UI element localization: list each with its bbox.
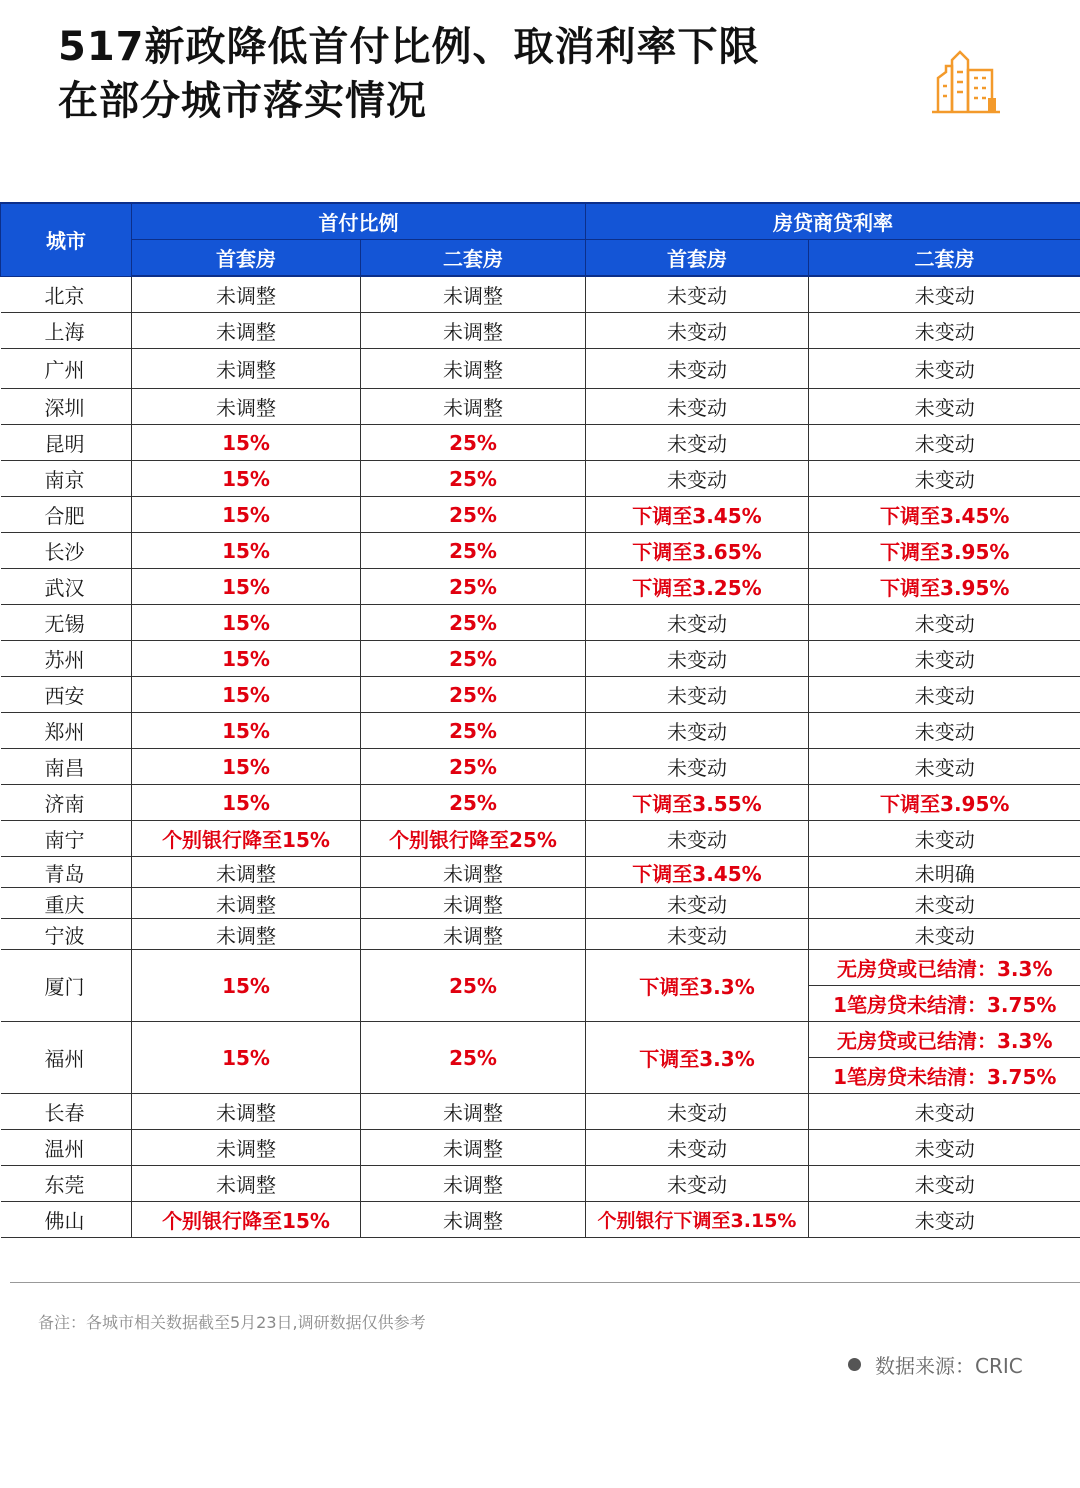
rate-second-cell: 下调至3.45% <box>809 497 1080 533</box>
dp-first-cell: 未调整 <box>132 857 361 888</box>
rate-first-cell: 下调至3.45% <box>586 857 809 888</box>
dp-first-cell: 个别银行降至15% <box>132 821 361 857</box>
rate-second-cell: 未变动 <box>809 821 1080 857</box>
rate-first-cell: 未变动 <box>586 641 809 677</box>
dp-second-cell: 25% <box>361 713 586 749</box>
city-cell: 西安 <box>1 677 132 713</box>
dp-second-cell: 25% <box>361 785 586 821</box>
dp-second-cell: 25% <box>361 425 586 461</box>
rate-first-cell: 未变动 <box>586 276 809 313</box>
rate-second-cell: 未变动 <box>809 1130 1080 1166</box>
dp-second-cell: 25% <box>361 749 586 785</box>
dp-second-cell: 25% <box>361 1022 586 1094</box>
rate-first-cell: 未变动 <box>586 461 809 497</box>
dp-first-cell: 15% <box>132 425 361 461</box>
city-cell: 长春 <box>1 1094 132 1130</box>
rate-first-cell: 未变动 <box>586 821 809 857</box>
dp-second-cell: 未调整 <box>361 349 586 389</box>
dp-second-cell: 25% <box>361 533 586 569</box>
title-line-1: 517新政降低首付比例、取消利率下限 <box>58 24 760 70</box>
city-cell: 郑州 <box>1 713 132 749</box>
rate-first-cell: 未变动 <box>586 713 809 749</box>
table-row <box>1 1202 1080 1238</box>
table-row <box>1 1166 1080 1202</box>
dp-second-cell: 25% <box>361 605 586 641</box>
table-row <box>1 785 1080 821</box>
dp-second-cell: 未调整 <box>361 313 586 349</box>
table-row <box>1 276 1080 313</box>
rate-first-cell: 未变动 <box>586 313 809 349</box>
rate-second-cell: 未变动 <box>809 1094 1080 1130</box>
city-cell: 宁波 <box>1 919 132 950</box>
table-row <box>1 569 1080 605</box>
rate-second-cell-a: 无房贷或已结清：3.3% <box>809 950 1080 986</box>
city-cell: 北京 <box>1 276 132 313</box>
city-cell: 南昌 <box>1 749 132 785</box>
table-row <box>1 425 1080 461</box>
bullet-dot-icon <box>848 1358 861 1371</box>
dp-second-cell: 未调整 <box>361 1202 586 1238</box>
table-row <box>1 919 1080 950</box>
rate-first-cell: 下调至3.65% <box>586 533 809 569</box>
rate-second-cell: 未变动 <box>809 389 1080 425</box>
rate-first-cell: 未变动 <box>586 677 809 713</box>
dp-second-cell: 未调整 <box>361 276 586 313</box>
rate-first-cell: 未变动 <box>586 888 809 919</box>
divider <box>10 1282 1080 1283</box>
rate-first-cell: 下调至3.25% <box>586 569 809 605</box>
rate-second-cell: 未变动 <box>809 461 1080 497</box>
table-row <box>1 713 1080 749</box>
dp-second-cell: 未调整 <box>361 919 586 950</box>
table-row <box>1 1094 1080 1130</box>
rate-first-cell: 下调至3.55% <box>586 785 809 821</box>
table-row <box>1 605 1080 641</box>
rate-first-cell: 未变动 <box>586 919 809 950</box>
rate-first-cell: 未变动 <box>586 605 809 641</box>
dp-first-cell: 15% <box>132 713 361 749</box>
city-cell: 上海 <box>1 313 132 349</box>
dp-first-cell: 未调整 <box>132 919 361 950</box>
dp-first-cell: 15% <box>132 641 361 677</box>
dp-second-cell: 25% <box>361 641 586 677</box>
dp-first-cell: 15% <box>132 497 361 533</box>
dp-first-cell: 15% <box>132 785 361 821</box>
dp-second-cell: 个别银行降至25% <box>361 821 586 857</box>
rate-second-cell: 未变动 <box>809 677 1080 713</box>
city-cell: 合肥 <box>1 497 132 533</box>
dp-second-cell: 未调整 <box>361 1166 586 1202</box>
header-rate-first-home: 首套房 <box>586 240 809 277</box>
dp-second-cell: 未调整 <box>361 1130 586 1166</box>
rate-second-cell-a: 无房贷或已结清：3.3% <box>809 1022 1080 1058</box>
data-source <box>848 1350 1023 1379</box>
policy-table <box>0 202 1080 1238</box>
dp-second-cell: 未调整 <box>361 1094 586 1130</box>
table-row <box>1 749 1080 785</box>
rate-first-cell: 未变动 <box>586 1166 809 1202</box>
city-cell: 苏州 <box>1 641 132 677</box>
dp-first-cell: 15% <box>132 605 361 641</box>
dp-first-cell: 未调整 <box>132 389 361 425</box>
dp-first-cell: 15% <box>132 533 361 569</box>
city-cell: 长沙 <box>1 533 132 569</box>
rate-first-cell: 未变动 <box>586 425 809 461</box>
dp-first-cell: 未调整 <box>132 313 361 349</box>
city-cell: 南宁 <box>1 821 132 857</box>
city-cell: 无锡 <box>1 605 132 641</box>
city-cell: 温州 <box>1 1130 132 1166</box>
dp-second-cell: 25% <box>361 497 586 533</box>
city-cell: 厦门 <box>1 950 132 1022</box>
city-cell: 福州 <box>1 1022 132 1094</box>
rate-first-cell: 未变动 <box>586 389 809 425</box>
dp-first-cell: 15% <box>132 461 361 497</box>
city-cell: 昆明 <box>1 425 132 461</box>
dp-first-cell: 未调整 <box>132 1130 361 1166</box>
dp-first-cell: 未调整 <box>132 1166 361 1202</box>
dp-first-cell: 个别银行降至15% <box>132 1202 361 1238</box>
title-line-2: 在部分城市落实情况 <box>58 78 427 124</box>
table-row <box>1 349 1080 389</box>
dp-first-cell: 15% <box>132 677 361 713</box>
rate-second-cell: 未变动 <box>809 713 1080 749</box>
dp-second-cell: 未调整 <box>361 389 586 425</box>
rate-second-cell: 下调至3.95% <box>809 533 1080 569</box>
dp-first-cell: 未调整 <box>132 276 361 313</box>
rate-first-cell: 未变动 <box>586 749 809 785</box>
rate-second-cell: 未变动 <box>809 605 1080 641</box>
rate-second-cell: 未变动 <box>809 919 1080 950</box>
rate-second-cell: 未变动 <box>809 349 1080 389</box>
rate-second-cell: 未变动 <box>809 888 1080 919</box>
header-dp-first-home: 首套房 <box>132 240 361 277</box>
dp-second-cell: 25% <box>361 677 586 713</box>
table-row <box>1 857 1080 888</box>
dp-first-cell: 未调整 <box>132 349 361 389</box>
dp-first-cell: 15% <box>132 569 361 605</box>
rate-second-cell: 未变动 <box>809 1202 1080 1238</box>
table-row <box>1 677 1080 713</box>
rate-second-cell: 未变动 <box>809 425 1080 461</box>
rate-first-cell: 未变动 <box>586 1094 809 1130</box>
dp-first-cell: 15% <box>132 1022 361 1094</box>
dp-second-cell: 25% <box>361 569 586 605</box>
rate-second-cell: 未变动 <box>809 641 1080 677</box>
city-cell: 武汉 <box>1 569 132 605</box>
table-row <box>1 533 1080 569</box>
city-cell: 深圳 <box>1 389 132 425</box>
rate-second-cell: 未变动 <box>809 1166 1080 1202</box>
rate-second-cell: 下调至3.95% <box>809 569 1080 605</box>
dp-first-cell: 未调整 <box>132 888 361 919</box>
page-title <box>58 20 760 128</box>
table-row <box>1 1130 1080 1166</box>
dp-second-cell: 未调整 <box>361 888 586 919</box>
dp-second-cell: 25% <box>361 950 586 1022</box>
city-cell: 东莞 <box>1 1166 132 1202</box>
city-cell: 重庆 <box>1 888 132 919</box>
dp-first-cell: 15% <box>132 950 361 1022</box>
rate-first-cell: 下调至3.45% <box>586 497 809 533</box>
table-row <box>1 641 1080 677</box>
data-source-label: 数据来源：CRIC <box>875 1354 1023 1378</box>
header-mortgage-rate: 房贷商贷利率 <box>586 203 1080 240</box>
city-cell: 南京 <box>1 461 132 497</box>
header-down-payment: 首付比例 <box>132 203 586 240</box>
table-row <box>1 313 1080 349</box>
footnote: 备注：各城市相关数据截至5月23日,调研数据仅供参考 <box>38 1313 426 1332</box>
city-cell: 佛山 <box>1 1202 132 1238</box>
rate-first-cell: 未变动 <box>586 349 809 389</box>
dp-second-cell: 未调整 <box>361 857 586 888</box>
table-row <box>1 461 1080 497</box>
rate-first-cell: 个别银行下调至3.15% <box>586 1202 809 1238</box>
rate-second-cell: 未变动 <box>809 276 1080 313</box>
table-row <box>1 1022 1080 1058</box>
table-row <box>1 950 1080 986</box>
rate-first-cell: 下调至3.3% <box>586 1022 809 1094</box>
rate-second-cell-b: 1笔房贷未结清：3.75% <box>809 1058 1080 1094</box>
rate-second-cell-b: 1笔房贷未结清：3.75% <box>809 986 1080 1022</box>
rate-second-cell: 未变动 <box>809 313 1080 349</box>
rate-second-cell: 下调至3.95% <box>809 785 1080 821</box>
rate-first-cell: 未变动 <box>586 1130 809 1166</box>
city-cell: 青岛 <box>1 857 132 888</box>
city-buildings-icon <box>930 46 1002 116</box>
table-row <box>1 389 1080 425</box>
dp-second-cell: 25% <box>361 461 586 497</box>
city-cell: 济南 <box>1 785 132 821</box>
rate-second-cell: 未变动 <box>809 749 1080 785</box>
rate-second-cell: 未明确 <box>809 857 1080 888</box>
header-city: 城市 <box>1 203 132 276</box>
header-dp-second-home: 二套房 <box>361 240 586 277</box>
header-rate-second-home: 二套房 <box>809 240 1080 277</box>
dp-first-cell: 未调整 <box>132 1094 361 1130</box>
table-row <box>1 497 1080 533</box>
table-row <box>1 821 1080 857</box>
table-row <box>1 888 1080 919</box>
rate-first-cell: 下调至3.3% <box>586 950 809 1022</box>
dp-first-cell: 15% <box>132 749 361 785</box>
city-cell: 广州 <box>1 349 132 389</box>
